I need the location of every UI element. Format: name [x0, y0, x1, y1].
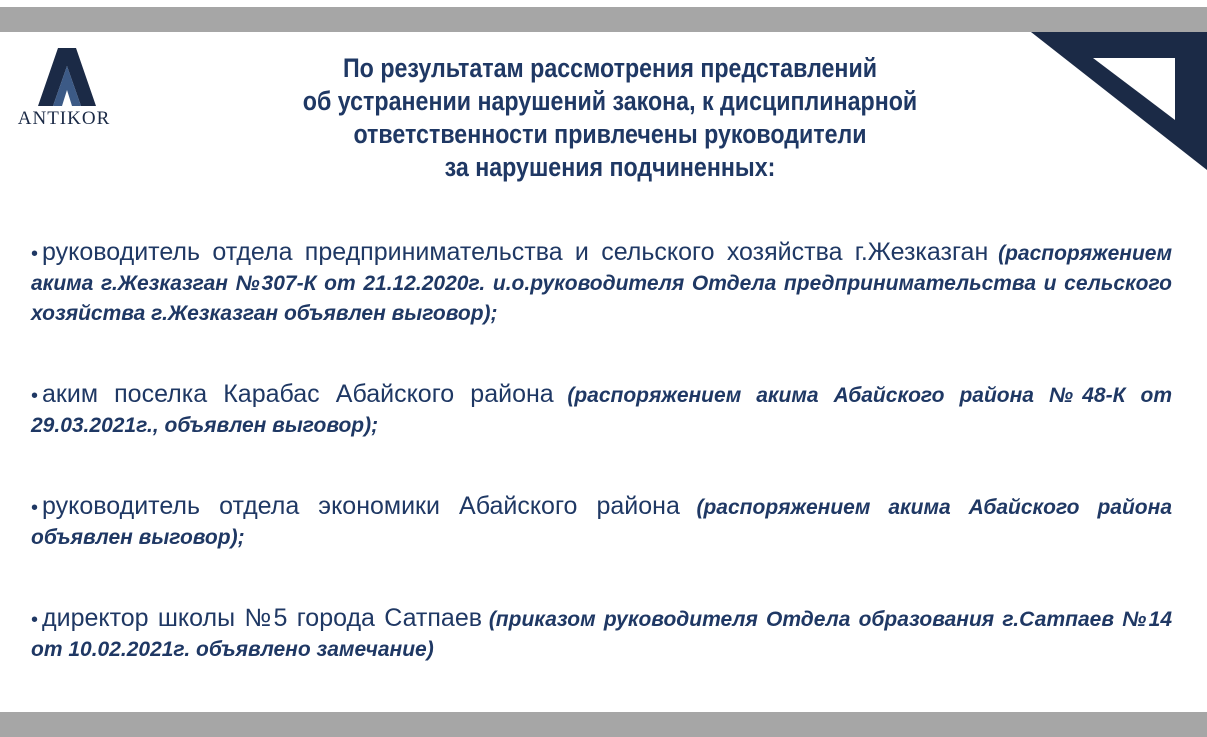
list-item [31, 238, 1172, 330]
bullet: • [31, 609, 39, 631]
list-item [31, 380, 1172, 442]
item-note-text: (распоряжением акима Абайского района №48-К от 29.03.2021г., объявлен выговор); [31, 384, 1172, 437]
antikor-a-logo-icon [36, 46, 98, 108]
bullet: • [31, 385, 39, 407]
item-main-text: руководитель отдела экономики Абайского района [42, 492, 680, 520]
corner-triangle-decoration [1031, 32, 1207, 170]
item-note-text: (приказом руководителя Отдела образования г.Сатпаев №14 от 10.02.2021г. объявлено замечание) [31, 608, 1172, 661]
title-line: за нарушения подчиненных: [444, 152, 776, 182]
slide-title [189, 52, 1032, 184]
title-line: ответственности привлечены руководители [353, 119, 867, 149]
bottom-bar [0, 712, 1207, 737]
title-line: По результатам рассмотрения представлений [342, 53, 878, 83]
list-item [31, 492, 1172, 554]
title-line: об устранении нарушений закона, к дисциплинарной [302, 86, 918, 116]
violations-list [31, 238, 1172, 716]
list-item [31, 604, 1172, 666]
item-note-text: (распоряжением акима Абайского района объявлен выговор); [31, 496, 1172, 549]
item-main-text: руководитель отдела предпринимательства и сельского хозяйства г.Жезказган [42, 238, 989, 266]
item-main-text: аким поселка Карабас Абайского района [42, 380, 554, 408]
item-note-text: (распоряжением акима г.Жезказган №307-К от 21.12.2020г. и.о.руководителя Отдела предпринимательства и сельского хозяйства г.Жезказган объявлен выговор); [31, 242, 1172, 325]
antikor-logo [14, 46, 114, 132]
bullet: • [31, 243, 39, 265]
logo-text: ANTIKOR [17, 108, 111, 129]
bullet: • [31, 497, 39, 519]
item-main-text: директор школы №5 города Сатпаев [42, 604, 483, 632]
top-bar [0, 7, 1207, 32]
